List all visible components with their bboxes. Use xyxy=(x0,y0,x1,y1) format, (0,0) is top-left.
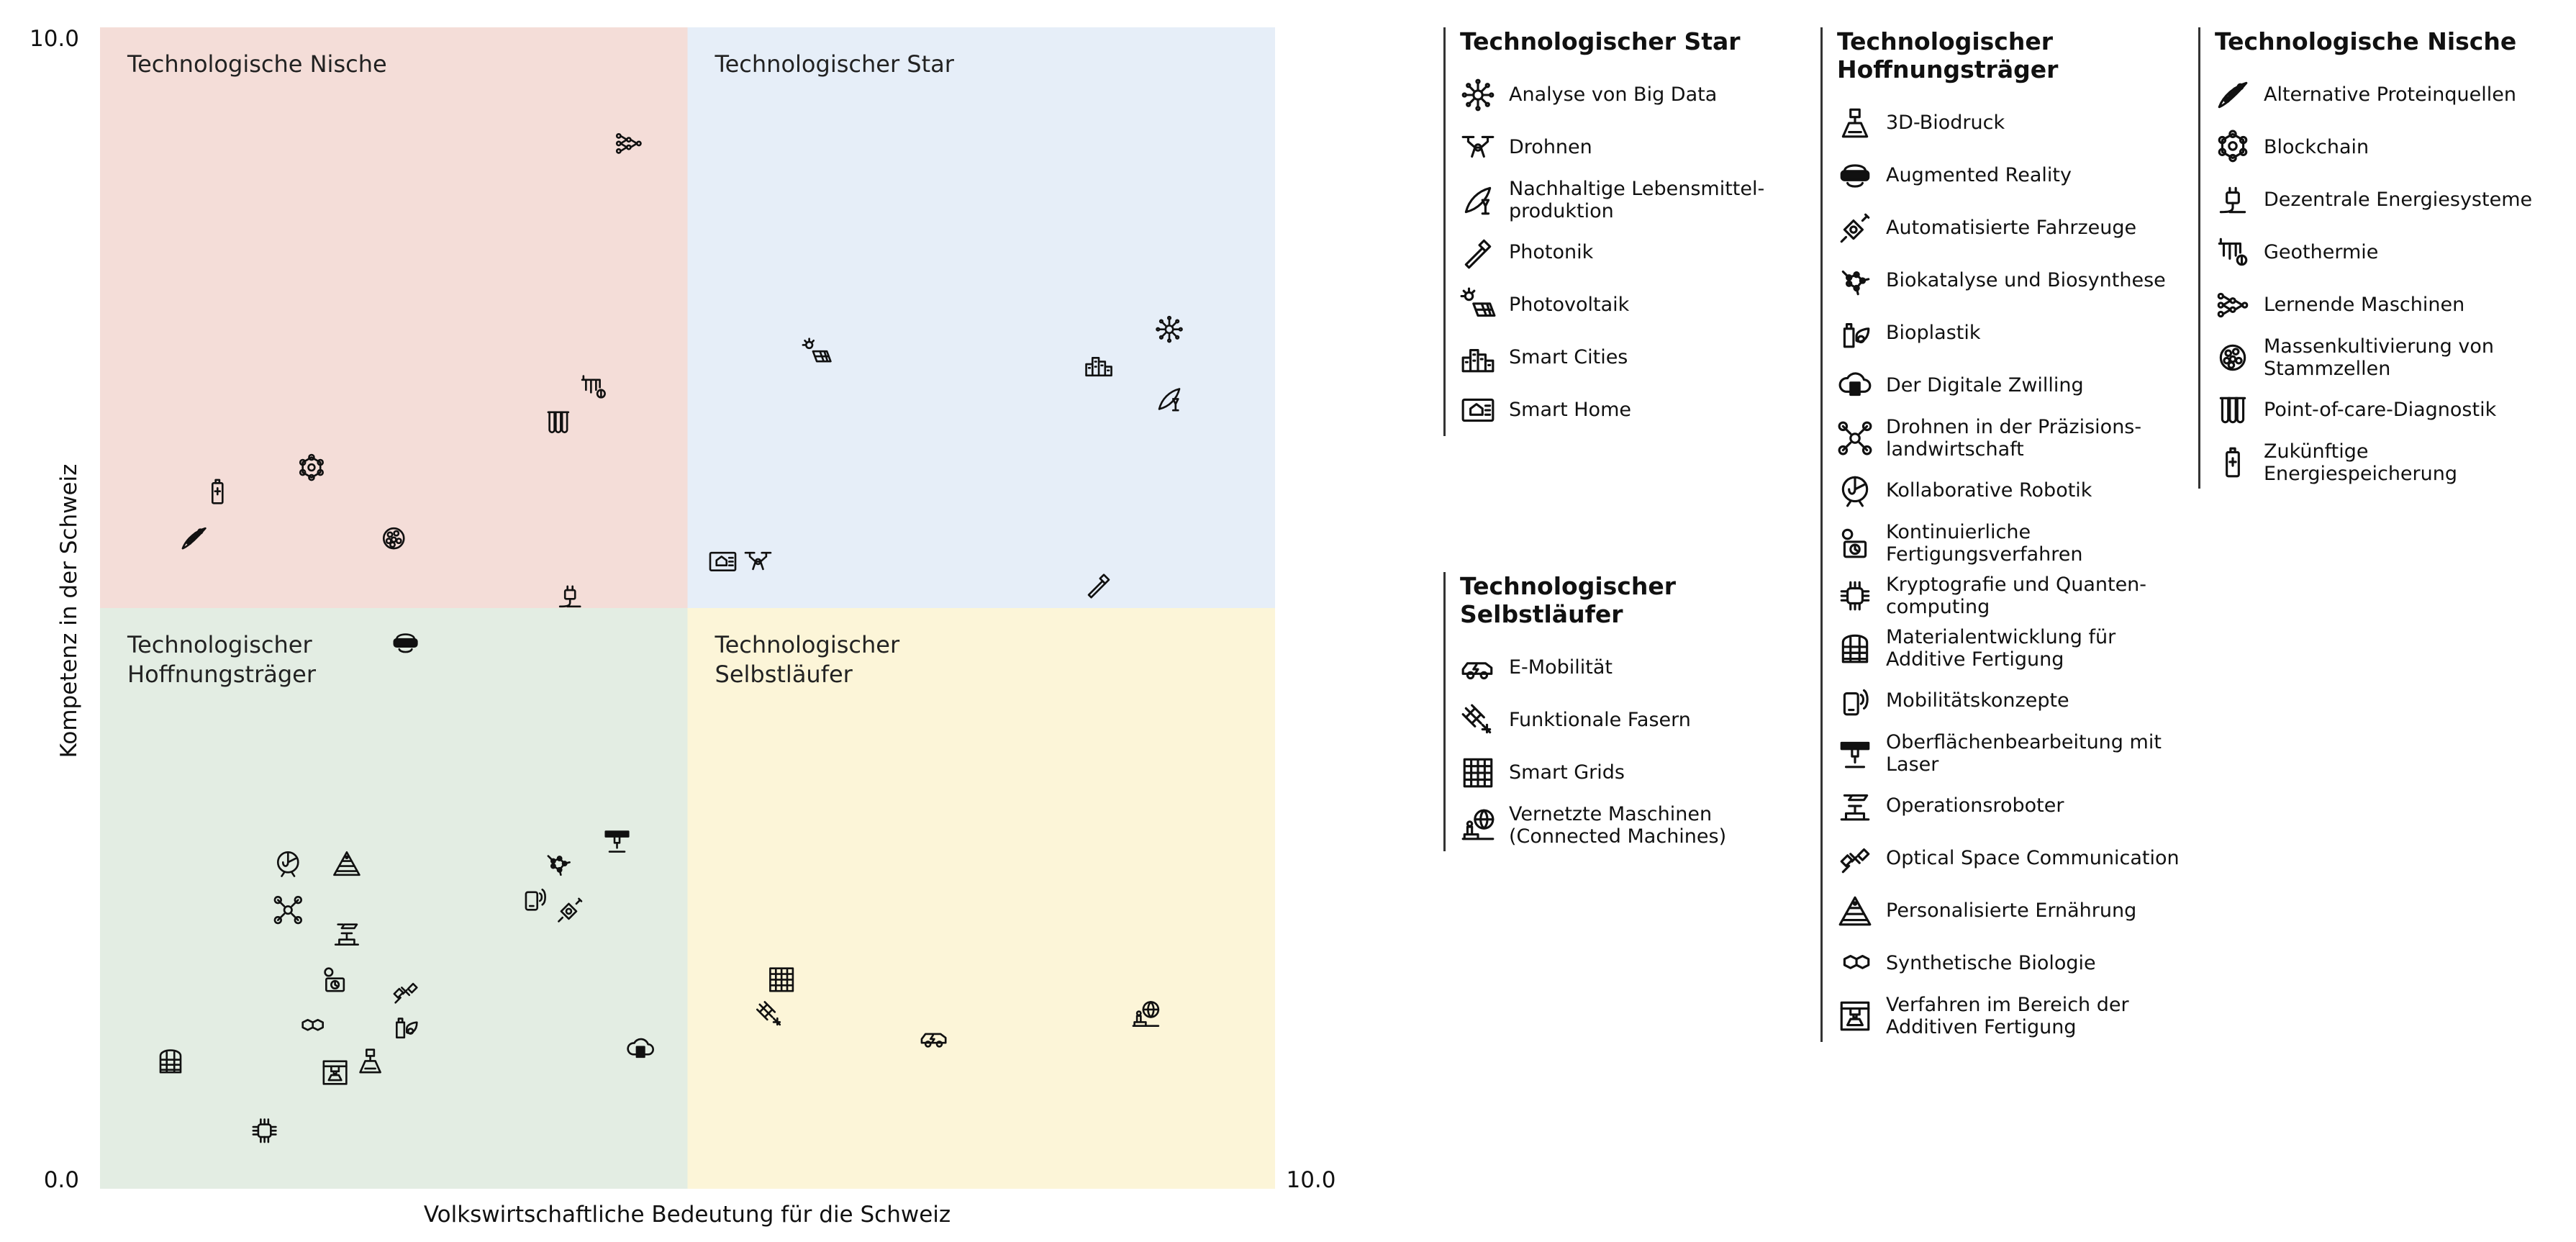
legend-item xyxy=(1837,884,2188,937)
legend-item xyxy=(1837,254,2188,307)
legend-item xyxy=(1837,989,2188,1042)
legend-title: Technologischer Star xyxy=(1460,27,1741,55)
automated-vehicle-icon xyxy=(1837,210,1873,246)
legend-item xyxy=(1837,832,2188,884)
legend-item xyxy=(2215,278,2566,331)
legend-item-label: Der Digitale Zwilling xyxy=(1886,374,2084,396)
legend-item-label: Smart Grids xyxy=(1509,761,1625,784)
legend-item-label: Massenkultivierung von Stammzellen xyxy=(2264,335,2494,380)
legend-item-label: Oberflächenbearbeitung mit Laser xyxy=(1886,730,2162,776)
legend-item-label: Photonik xyxy=(1509,241,1594,263)
legend-item-label: Kontinuierliche Fertigungsverfahren xyxy=(1886,520,2083,566)
legend-item-label: Mobilitätskonzepte xyxy=(1886,689,2069,712)
legend-item-label: Bioplastik xyxy=(1886,322,1981,344)
legend-item-label: Geothermie xyxy=(2264,241,2379,263)
connected-machines-icon xyxy=(1460,807,1496,843)
legend-item xyxy=(2215,173,2566,226)
legend-item-label: Drohnen xyxy=(1509,136,1592,158)
legend-item xyxy=(1460,746,1811,799)
legend-item xyxy=(1837,779,2188,832)
legend-item-label: Operationsroboter xyxy=(1886,794,2064,817)
legend-item xyxy=(2215,68,2566,121)
biocatalysis-icon xyxy=(1837,263,1873,299)
legend-column-star xyxy=(1443,27,1811,436)
legend-item-label: Smart Cities xyxy=(1509,346,1628,368)
quadrant-0 xyxy=(100,27,688,608)
legend-item xyxy=(1460,799,1811,851)
laser-icon xyxy=(1837,735,1873,771)
legend-item xyxy=(1837,622,2188,674)
legend-item xyxy=(1837,412,2188,464)
legend-title: Technologische Nische xyxy=(2215,27,2517,55)
legend-item-label: Nachhaltige Lebensmittel-produktion xyxy=(1509,177,1765,222)
legend-item-label: Synthetische Biologie xyxy=(1886,952,2096,974)
legend-item-label: Funktionale Fasern xyxy=(1509,709,1691,731)
legend-column-nische xyxy=(2198,27,2566,489)
smart-home-icon xyxy=(1460,392,1496,428)
quadrant-layer xyxy=(100,27,1275,1189)
legend-item xyxy=(2215,121,2566,173)
surgery-robot-icon xyxy=(1837,788,1873,824)
legend-item-label: E-Mobilität xyxy=(1509,656,1613,679)
quadrant-label-1: Technologischer Star xyxy=(715,50,954,78)
legend-item xyxy=(1460,331,1811,384)
legend-item xyxy=(1837,307,2188,359)
legend-item xyxy=(1837,727,2188,779)
electric-car-icon xyxy=(1460,650,1496,686)
legend-item-label: Alternative Proteinquellen xyxy=(2264,83,2516,106)
drone-icon xyxy=(1460,130,1496,166)
legend-item xyxy=(2215,226,2566,278)
vr-headset-icon xyxy=(1837,158,1873,194)
legend-item-label: Personalisierte Ernährung xyxy=(1886,899,2137,922)
legend-item-label: Dezentrale Energiesysteme xyxy=(2264,189,2533,211)
legend-title: Technologischer Selbstläufer xyxy=(1460,572,1676,628)
legend-item-label: Photovoltaik xyxy=(1509,294,1630,316)
power-plug-icon xyxy=(2215,182,2251,218)
solar-panel-icon xyxy=(1460,287,1496,323)
quantum-chip-icon xyxy=(1837,578,1873,614)
legend-item-label: 3D-Biodruck xyxy=(1886,112,2005,134)
legend-item xyxy=(1460,384,1811,436)
blockchain-icon xyxy=(2215,130,2251,166)
legend-item-label: Lernende Maschinen xyxy=(2264,294,2465,316)
bioplastic-icon xyxy=(1837,315,1873,351)
quadrant-2 xyxy=(100,608,688,1189)
legend-item xyxy=(1460,121,1811,173)
legend-item xyxy=(1460,173,1811,226)
legend-item xyxy=(1837,359,2188,412)
legend-item-label: Biokatalyse und Biosynthese xyxy=(1886,269,2166,291)
legend-item-label: Kryptografie und Quanten-computing xyxy=(1886,573,2147,618)
legend-title: Technologischer Hoffnungsträger xyxy=(1837,27,2059,83)
legend-item-label: Automatisierte Fahrzeuge xyxy=(1886,217,2137,239)
legend-item xyxy=(1837,569,2188,622)
geothermal-icon xyxy=(2215,235,2251,271)
legend-item xyxy=(1460,226,1811,278)
legend-item xyxy=(1837,96,2188,149)
robot-head-icon xyxy=(1837,473,1873,509)
functional-fibers-icon xyxy=(1460,702,1496,738)
quadrant-label-0: Technologische Nische xyxy=(127,50,387,78)
quadrant-label-2: Technologischer Hoffnungsträger xyxy=(127,631,316,688)
peapod-icon xyxy=(2215,77,2251,113)
legend-item-label: Materialentwicklung für Additive Fertigung xyxy=(1886,625,2116,671)
legend-item-label: Zukünftige Energiespeicherung xyxy=(2264,440,2458,485)
legend-column-hoffnungstraeger xyxy=(1820,27,2188,1042)
digital-twin-icon xyxy=(1837,368,1873,404)
legend-item xyxy=(1837,517,2188,569)
x-axis-label: Volkswirtschaftliche Bedeutung für die Schweiz xyxy=(423,1202,951,1228)
big-data-icon xyxy=(1460,77,1496,113)
legend-item-label: Analyse von Big Data xyxy=(1509,83,1718,106)
satellite-icon xyxy=(1837,840,1873,876)
3d-printer-icon xyxy=(1837,998,1873,1034)
legend-item-label: Augmented Reality xyxy=(1886,164,2072,186)
food-pyramid-icon xyxy=(1837,893,1873,929)
continuous-manufacturing-icon xyxy=(1837,525,1873,561)
x-max-tick-label: 10.0 xyxy=(1286,1167,1336,1193)
legend-item xyxy=(2215,384,2566,436)
legend-item-label: Blockchain xyxy=(2264,136,2369,158)
quadrant-3 xyxy=(688,608,1276,1189)
quadrant-1 xyxy=(688,27,1276,608)
battery-icon xyxy=(2215,445,2251,481)
legend-item xyxy=(1837,464,2188,517)
legend-item xyxy=(1837,937,2188,989)
legend-item xyxy=(2215,331,2566,384)
smart-grid-icon xyxy=(1460,755,1496,791)
photonics-icon xyxy=(1460,235,1496,271)
neural-network-icon xyxy=(2215,287,2251,323)
smart-city-icon xyxy=(1460,340,1496,376)
test-tubes-icon xyxy=(2215,392,2251,428)
legend-item-label: Smart Home xyxy=(1509,399,1631,421)
bioprinter-icon xyxy=(1837,105,1873,141)
legend-item-label: Optical Space Communication xyxy=(1886,847,2180,869)
material-grid-icon xyxy=(1837,630,1873,666)
legend-item xyxy=(1460,694,1811,746)
legend-item-label: Vernetzte Maschinen (Connected Machines) xyxy=(1509,802,1727,848)
legend-item-label: Verfahren im Bereich der Additiven Fertigung xyxy=(1886,993,2129,1038)
molecule-icon xyxy=(1837,946,1873,982)
legend-item xyxy=(1837,674,2188,727)
legend-item xyxy=(1460,641,1811,694)
legend-item xyxy=(2215,436,2566,489)
legend-item-label: Kollaborative Robotik xyxy=(1886,479,2092,502)
y-axis-label: Kompetenz in der Schweiz xyxy=(56,463,82,758)
legend-item-label: Drohnen in der Präzisions-landwirtschaft xyxy=(1886,415,2142,461)
legend-item xyxy=(1837,149,2188,201)
quadrant-label-3: Technologischer Selbstläufer xyxy=(715,631,900,688)
legend-item xyxy=(1837,201,2188,254)
agri-drone-icon xyxy=(1837,420,1873,456)
legend-column-selbstlaeufer xyxy=(1443,572,1811,851)
y-max-tick-label: 10.0 xyxy=(29,26,79,52)
sustainable-food-icon xyxy=(1460,182,1496,218)
cell-culture-icon xyxy=(2215,340,2251,376)
legend-item-label: Point-of-care-Diagnostik xyxy=(2264,399,2497,421)
origin-tick-label: 0.0 xyxy=(43,1167,79,1193)
legend-item xyxy=(1460,278,1811,331)
legend-item xyxy=(1460,68,1811,121)
mobility-phone-icon xyxy=(1837,683,1873,719)
